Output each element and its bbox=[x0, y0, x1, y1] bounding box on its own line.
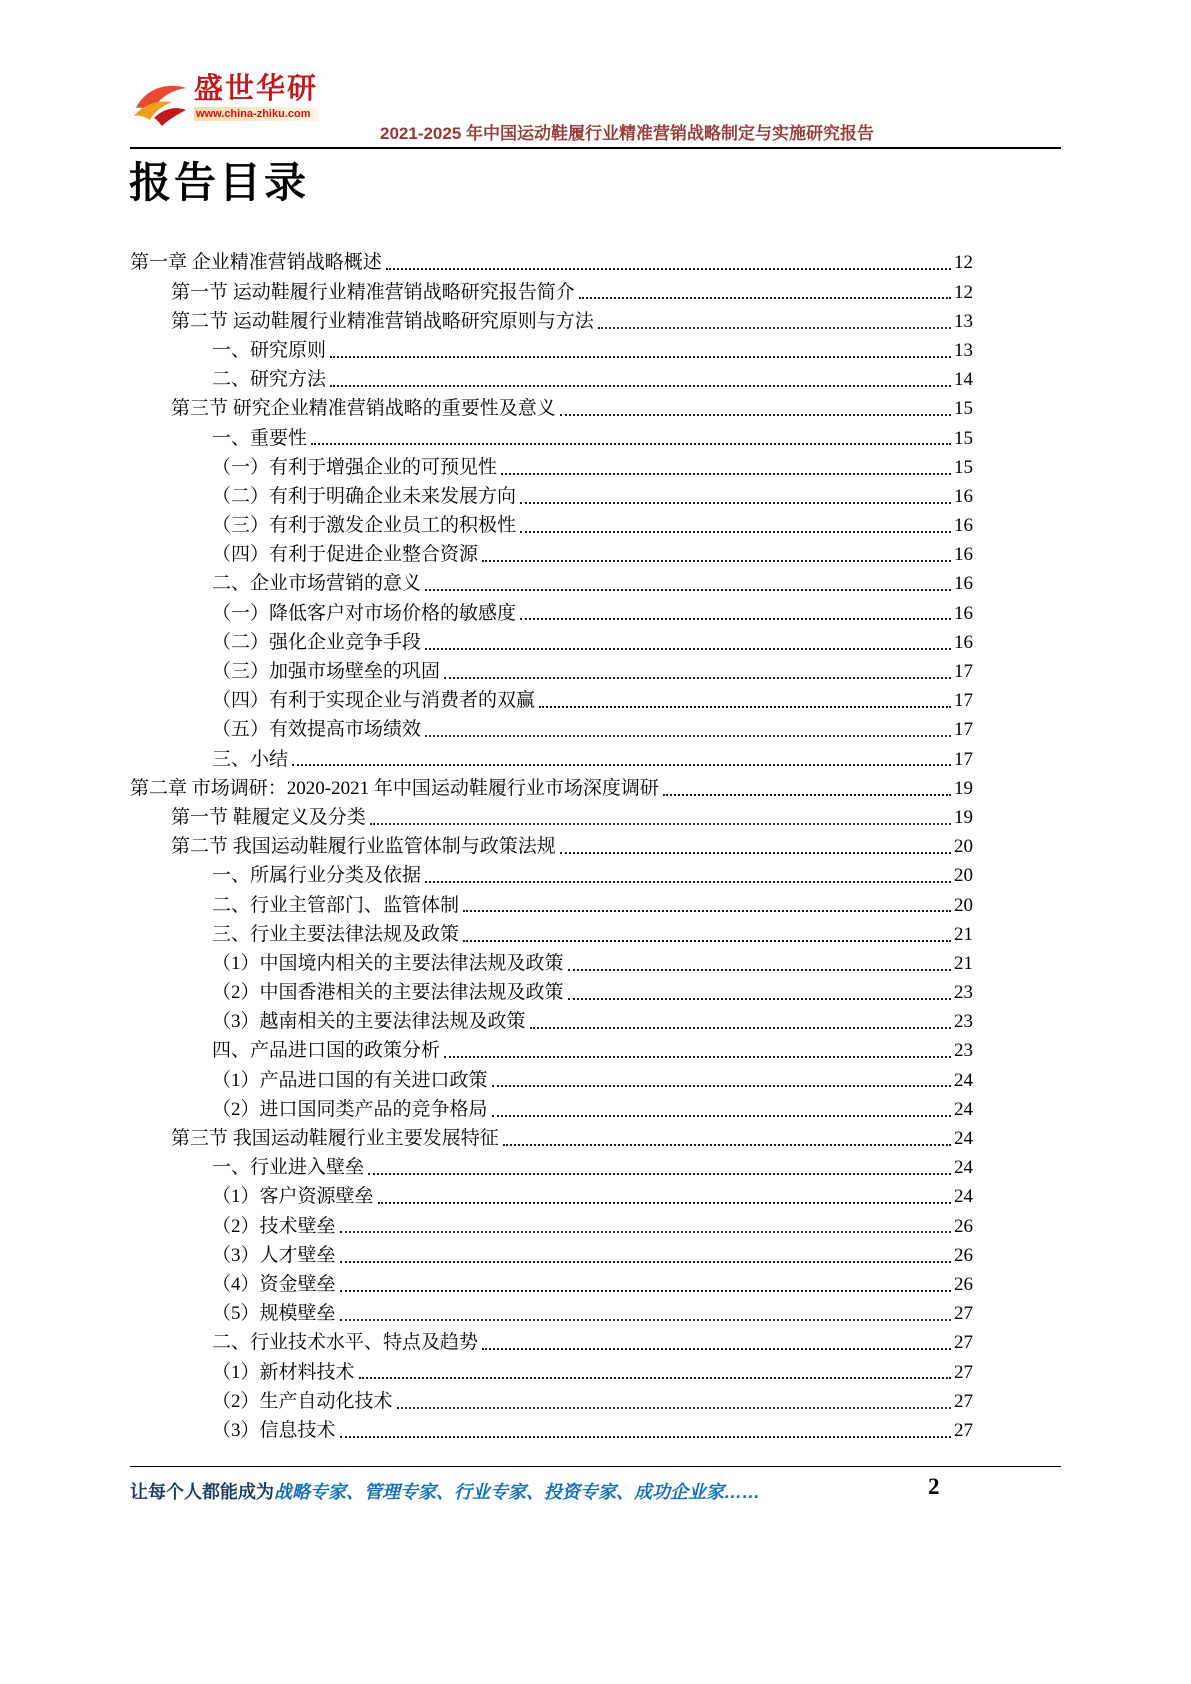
toc-dot-leader bbox=[568, 998, 951, 1000]
toc-page-number: 16 bbox=[954, 485, 973, 507]
toc-entry-label: （2）进口国同类产品的竞争格局 bbox=[212, 1098, 488, 1120]
toc-page-number: 19 bbox=[954, 777, 973, 799]
toc-dot-leader bbox=[503, 1144, 951, 1146]
toc-page-number: 23 bbox=[954, 982, 973, 1004]
toc-page-number: 27 bbox=[954, 1361, 973, 1383]
toc-entry-label: 一、重要性 bbox=[212, 427, 308, 449]
brand-text-block bbox=[194, 74, 319, 122]
toc-page-number: 24 bbox=[954, 1069, 973, 1091]
toc-entry-label: （四）有利于实现企业与消费者的双赢 bbox=[212, 690, 536, 712]
toc-page-number: 15 bbox=[954, 456, 973, 478]
toc-page-number: 26 bbox=[954, 1215, 973, 1237]
toc-entry-label: 三、小结 bbox=[212, 748, 289, 770]
toc-entry bbox=[130, 596, 973, 625]
toc-entry-label: （2）生产自动化技术 bbox=[212, 1390, 393, 1412]
toc-entry-label: （2）中国香港相关的主要法律法规及政策 bbox=[212, 982, 564, 1004]
toc-entry-label: 第三节 研究企业精准营销战略的重要性及意义 bbox=[171, 398, 556, 420]
brand-logo bbox=[128, 74, 319, 130]
footer-page-number: 2 bbox=[928, 1474, 940, 1499]
toc-dot-leader bbox=[463, 940, 951, 942]
toc-entry-label: 第一节 运动鞋履行业精准营销战略研究报告简介 bbox=[171, 281, 575, 303]
footer-slogan-prefix: 让每个人都能成为 bbox=[130, 1482, 274, 1502]
toc-entry bbox=[130, 801, 973, 830]
toc-entry-label: （1）中国境内相关的主要法律法规及政策 bbox=[212, 952, 564, 974]
toc-entry bbox=[130, 1297, 973, 1326]
toc-entry-label: （一）降低客户对市场价格的敏感度 bbox=[212, 602, 517, 624]
toc-dot-leader bbox=[425, 735, 951, 737]
toc-page-number: 15 bbox=[954, 398, 973, 420]
toc-entry-label: 第二节 我国运动鞋履行业监管体制与政策法规 bbox=[171, 836, 556, 858]
toc-entry bbox=[130, 567, 973, 596]
toc-entry bbox=[130, 859, 973, 888]
toc-page-number: 24 bbox=[954, 1128, 973, 1150]
toc-page-number: 24 bbox=[954, 1098, 973, 1120]
toc-entry-label: （1）客户资源壁垒 bbox=[212, 1186, 374, 1208]
toc-entry bbox=[130, 684, 973, 713]
toc-page-number: 26 bbox=[954, 1244, 973, 1266]
toc-entry bbox=[130, 888, 973, 917]
toc-page-number: 23 bbox=[954, 1040, 973, 1062]
toc-dot-leader bbox=[311, 443, 951, 445]
toc-dot-leader bbox=[463, 910, 951, 912]
toc-page-number: 17 bbox=[954, 690, 973, 712]
toc-page-number: 12 bbox=[954, 281, 973, 303]
toc-page-number: 26 bbox=[954, 1273, 973, 1295]
toc-entry bbox=[130, 976, 973, 1005]
toc-dot-leader bbox=[330, 356, 951, 358]
toc-page-number: 16 bbox=[954, 602, 973, 624]
toc-dot-leader bbox=[598, 327, 951, 329]
toc-entry bbox=[130, 246, 973, 275]
toc-dot-leader bbox=[579, 297, 951, 299]
toc-entry bbox=[130, 392, 973, 421]
toc-entry bbox=[130, 450, 973, 479]
toc-entry bbox=[130, 1180, 973, 1209]
toc-entry-label: 三、行业主要法律法规及政策 bbox=[212, 923, 460, 945]
footer-slogan bbox=[130, 1478, 1061, 1504]
toc-page-number: 17 bbox=[954, 661, 973, 683]
toc-page-number: 27 bbox=[954, 1332, 973, 1354]
toc-dot-leader bbox=[520, 618, 951, 620]
toc-dot-leader bbox=[444, 1056, 951, 1058]
toc-dot-leader bbox=[492, 1085, 951, 1087]
toc-entry bbox=[130, 363, 973, 392]
page-title: 报告目录 bbox=[129, 159, 310, 206]
toc-page-number: 23 bbox=[954, 1011, 973, 1033]
toc-dot-leader bbox=[368, 1173, 951, 1175]
toc-entry bbox=[130, 1355, 973, 1384]
toc-entry bbox=[130, 1151, 973, 1180]
toc-entry-label: （3）人才壁垒 bbox=[212, 1244, 336, 1266]
toc-entry-label: （二）有利于明确企业未来发展方向 bbox=[212, 485, 517, 507]
toc-entry-label: （1）产品进口国的有关进口政策 bbox=[212, 1069, 488, 1091]
toc-page-number: 13 bbox=[954, 339, 973, 361]
toc-entry-label: （3）信息技术 bbox=[212, 1419, 336, 1441]
toc-entry bbox=[130, 334, 973, 363]
toc-dot-leader bbox=[501, 473, 951, 475]
toc-entry bbox=[130, 480, 973, 509]
report-header-title: 2021-2025 年中国运动鞋履行业精准营销战略制定与实施研究报告 bbox=[380, 124, 875, 143]
toc-entry bbox=[130, 1414, 973, 1443]
toc-entry-label: 一、行业进入壁垒 bbox=[212, 1157, 365, 1179]
toc-entry bbox=[130, 1384, 973, 1413]
toc-entry bbox=[130, 1034, 973, 1063]
toc-entry bbox=[130, 1238, 973, 1267]
toc-entry bbox=[130, 830, 973, 859]
toc-entry bbox=[130, 742, 973, 771]
brand-name: 盛世华研 bbox=[194, 73, 319, 105]
toc-dot-leader bbox=[425, 881, 951, 883]
toc-entry-label: 第二章 市场调研：2020-2021 年中国运动鞋履行业市场深度调研 bbox=[130, 777, 659, 799]
toc-page-number: 16 bbox=[954, 631, 973, 653]
toc-dot-leader bbox=[539, 706, 951, 708]
toc-entry-label: 第一章 企业精准营销战略概述 bbox=[130, 252, 382, 274]
toc-dot-leader bbox=[386, 268, 951, 270]
toc-page-number: 16 bbox=[954, 515, 973, 537]
toc-entry-label: （三）有利于激发企业员工的积极性 bbox=[212, 515, 517, 537]
brand-website-url: www.china-zhiku.com bbox=[194, 107, 319, 121]
toc-dot-leader bbox=[370, 823, 951, 825]
toc-dot-leader bbox=[330, 385, 951, 387]
toc-dot-leader bbox=[530, 1027, 951, 1029]
toc-list bbox=[130, 246, 973, 1443]
toc-dot-leader bbox=[292, 764, 951, 766]
toc-entry bbox=[130, 304, 973, 333]
toc-entry-label: （5）规模壁垒 bbox=[212, 1303, 336, 1325]
toc-entry bbox=[130, 655, 973, 684]
toc-dot-leader bbox=[378, 1202, 951, 1204]
toc-page-number: 27 bbox=[954, 1390, 973, 1412]
toc-entry bbox=[130, 1122, 973, 1151]
toc-dot-leader bbox=[359, 1377, 951, 1379]
toc-page-number: 21 bbox=[954, 952, 973, 974]
toc-page-number: 17 bbox=[954, 748, 973, 770]
footer-slogan-highlight: 战略专家、管理专家、行业专家、投资专家、成功企业家…… bbox=[274, 1482, 760, 1502]
toc-entry-label: （三）加强市场壁垒的巩固 bbox=[212, 661, 441, 683]
toc-page-number: 17 bbox=[954, 719, 973, 741]
toc-entry-label: （四）有利于促进企业整合资源 bbox=[212, 544, 479, 566]
toc-entry bbox=[130, 1209, 973, 1238]
book-swoosh-logo-icon bbox=[128, 74, 192, 130]
toc-entry-label: （3）越南相关的主要法律法规及政策 bbox=[212, 1011, 526, 1033]
toc-dot-leader bbox=[482, 560, 951, 562]
toc-page-number: 24 bbox=[954, 1157, 973, 1179]
toc-page-number: 20 bbox=[954, 894, 973, 916]
toc-entry bbox=[130, 1063, 973, 1092]
toc-page-number: 13 bbox=[954, 310, 973, 332]
toc-page-number: 27 bbox=[954, 1419, 973, 1441]
toc-entry-label: 二、研究方法 bbox=[212, 369, 327, 391]
toc-dot-leader bbox=[340, 1290, 951, 1292]
toc-entry bbox=[130, 509, 973, 538]
toc-entry-label: 四、产品进口国的政策分析 bbox=[212, 1040, 441, 1062]
toc-dot-leader bbox=[397, 1407, 951, 1409]
toc-entry-label: （1）新材料技术 bbox=[212, 1361, 355, 1383]
toc-entry bbox=[130, 421, 973, 450]
toc-page-number: 12 bbox=[954, 252, 973, 274]
toc-entry-label: 二、行业技术水平、特点及趋势 bbox=[212, 1332, 479, 1354]
toc-entry-label: 第三节 我国运动鞋履行业主要发展特征 bbox=[171, 1128, 499, 1150]
toc-page-number: 16 bbox=[954, 544, 973, 566]
toc-dot-leader bbox=[340, 1319, 951, 1321]
footer-divider bbox=[130, 1466, 1061, 1467]
toc-entry-label: 一、研究原则 bbox=[212, 339, 327, 361]
toc-entry bbox=[130, 1268, 973, 1297]
toc-entry bbox=[130, 1092, 973, 1121]
toc-entry-label: 一、所属行业分类及依据 bbox=[212, 865, 422, 887]
toc-entry bbox=[130, 1326, 973, 1355]
toc-page-number: 27 bbox=[954, 1303, 973, 1325]
toc-page-number: 19 bbox=[954, 806, 973, 828]
toc-entry-label: （二）强化企业竞争手段 bbox=[212, 631, 422, 653]
toc-entry bbox=[130, 771, 973, 800]
toc-dot-leader bbox=[520, 531, 951, 533]
header-divider bbox=[130, 147, 1061, 149]
toc-dot-leader bbox=[560, 414, 951, 416]
toc-dot-leader bbox=[425, 648, 951, 650]
toc-entry bbox=[130, 1005, 973, 1034]
toc-entry-label: 二、企业市场营销的意义 bbox=[212, 573, 422, 595]
toc-dot-leader bbox=[560, 852, 951, 854]
toc-page-number: 14 bbox=[954, 369, 973, 391]
toc-dot-leader bbox=[340, 1231, 951, 1233]
toc-entry-label: 二、行业主管部门、监管体制 bbox=[212, 894, 460, 916]
toc-entry-label: 第二节 运动鞋履行业精准营销战略研究原则与方法 bbox=[171, 310, 594, 332]
toc-dot-leader bbox=[444, 677, 951, 679]
toc-entry-label: （2）技术壁垒 bbox=[212, 1215, 336, 1237]
toc-page-number: 21 bbox=[954, 923, 973, 945]
toc-dot-leader bbox=[663, 794, 951, 796]
toc-dot-leader bbox=[520, 502, 951, 504]
toc-page-number: 24 bbox=[954, 1186, 973, 1208]
toc-entry bbox=[130, 625, 973, 654]
toc-dot-leader bbox=[425, 589, 951, 591]
toc-dot-leader bbox=[340, 1261, 951, 1263]
toc-dot-leader bbox=[340, 1436, 951, 1438]
toc-page-number: 20 bbox=[954, 836, 973, 858]
toc-entry bbox=[130, 947, 973, 976]
toc-entry-label: （4）资金壁垒 bbox=[212, 1273, 336, 1295]
toc-dot-leader bbox=[568, 969, 951, 971]
toc-entry bbox=[130, 538, 973, 567]
toc-entry bbox=[130, 275, 973, 304]
toc-entry-label: （五）有效提高市场绩效 bbox=[212, 719, 422, 741]
toc-page-number: 16 bbox=[954, 573, 973, 595]
toc-dot-leader bbox=[492, 1115, 951, 1117]
toc-entry-label: （一）有利于增强企业的可预见性 bbox=[212, 456, 498, 478]
toc-page-number: 15 bbox=[954, 427, 973, 449]
toc-entry bbox=[130, 917, 973, 946]
toc-entry bbox=[130, 713, 973, 742]
toc-entry-label: 第一节 鞋履定义及分类 bbox=[171, 806, 366, 828]
toc-dot-leader bbox=[482, 1348, 951, 1350]
toc-page-number: 20 bbox=[954, 865, 973, 887]
